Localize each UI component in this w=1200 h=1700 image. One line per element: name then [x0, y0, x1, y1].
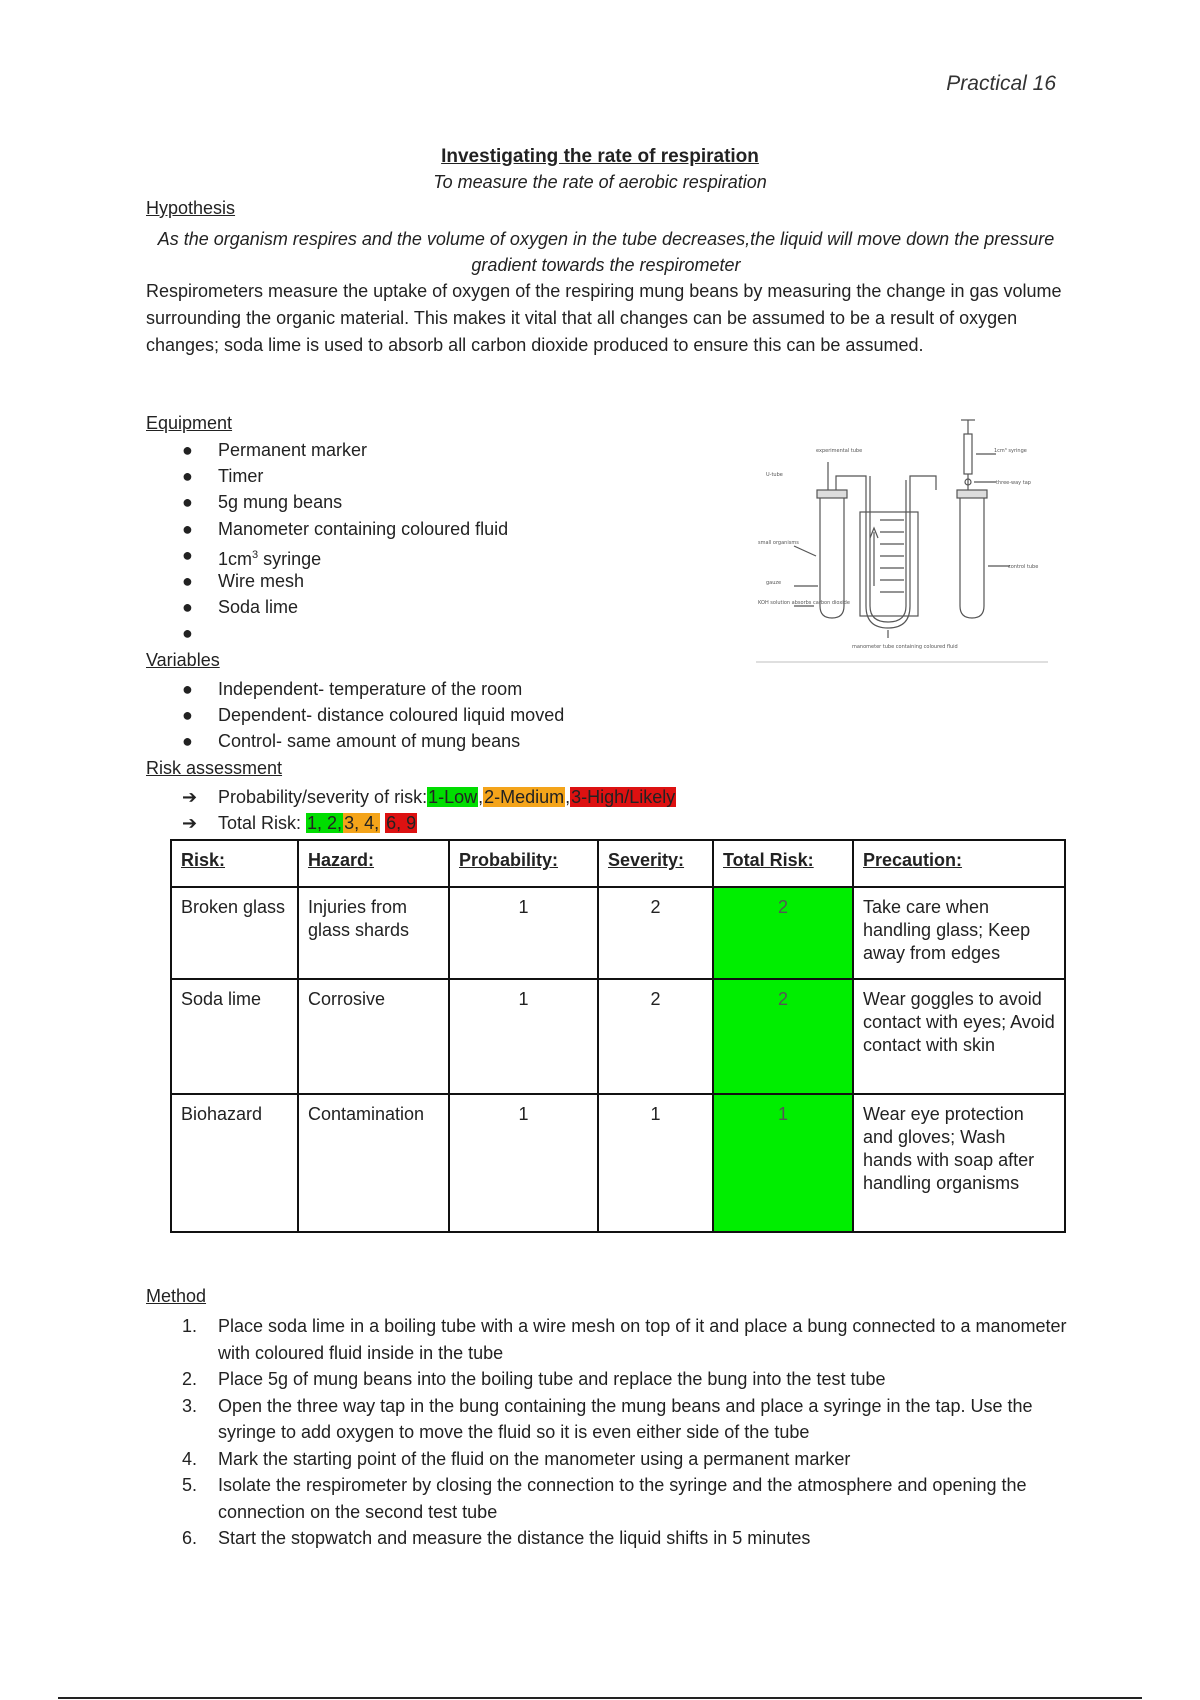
arrow-right-icon: ➔ — [182, 787, 198, 807]
table-row — [171, 1094, 1065, 1232]
hazard-cell: Injuries from glass shards — [298, 887, 449, 979]
precaution-cell: Wear eye protection and gloves; Wash hands with soap after handling organisms — [853, 1094, 1065, 1232]
list-item: 3. Open the three way tap in the bung containing the mung beans and place a syringe in the tap. Use the syringe to add oxygen to move the fluid so it is even either side of the tube — [182, 1395, 1033, 1442]
severity-cell: 2 — [598, 887, 713, 979]
total-risk-cell: 2 — [713, 887, 853, 979]
list-item: ➔ Total Risk: 1, 2, 3, 4, 6, 9 — [146, 810, 1046, 836]
bullet-icon: ● — [182, 544, 193, 565]
risk-high-key: 3-High/Likely — [571, 787, 676, 807]
risk-medium-key: 2-Medium — [484, 787, 565, 807]
risk-low-key: 1-Low — [428, 787, 478, 807]
list-item: ● Manometer containing coloured fluid — [146, 516, 706, 542]
list-item: ● Independent- temperature of the room — [146, 676, 946, 702]
table-row — [171, 887, 1065, 979]
practical-number: Practical 16 — [946, 72, 1056, 95]
footer-divider — [58, 1697, 1142, 1699]
variables-list — [146, 676, 946, 755]
diagram-label-small-organisms: small organisms — [758, 540, 799, 546]
hypothesis-statement: As the organism respires and the volume of oxygen in the tube decreases,the liquid will move down the pressure gradient towards the respirometer — [157, 229, 1055, 275]
bullet-icon: ● — [182, 623, 193, 644]
bullet-icon: ● — [182, 570, 193, 591]
list-item — [146, 620, 706, 646]
list-item: ● Timer — [146, 463, 706, 489]
list-item: 1. Place soda lime in a boiling tube with a wire mesh on top of it and place a bung connected to a manometer with coloured fluid inside in the tube — [182, 1316, 1067, 1363]
page-title: Investigating the rate of respiration — [441, 146, 759, 167]
probability-cell: 1 — [449, 887, 598, 979]
diagram-label-three-way-tap: three-way tap — [996, 480, 1031, 486]
column-header: Hazard: — [298, 840, 449, 887]
diagram-label-koh: KOH solution absorbs carbon dioxide — [758, 600, 850, 606]
respirometer-diagram — [756, 416, 1048, 666]
risk-cell: Biohazard — [171, 1094, 298, 1232]
diagram-label-manometer: manometer tube containing coloured fluid — [852, 644, 958, 650]
risk-table — [170, 839, 1066, 1233]
arrow-right-icon: ➔ — [182, 813, 198, 833]
list-item: ● Control- same amount of mung beans — [146, 728, 946, 754]
list-item: 5. Isolate the respirometer by closing the connection to the syringe and the atmosphere and opening the connection on the second test tube — [182, 1475, 1027, 1522]
diagram-label-capillary: U-tube — [766, 472, 783, 478]
risk-cell: Broken glass — [171, 887, 298, 979]
probability-cell: 1 — [449, 1094, 598, 1232]
column-header: Severity: — [598, 840, 713, 887]
column-header: Total Risk: — [713, 840, 853, 887]
list-item: ➔ Probability/severity of risk:1-Low,2-Medium,3-High/Likely — [146, 784, 1046, 810]
column-header: Risk: — [171, 840, 298, 887]
list-item: ● 5g mung beans — [146, 489, 706, 515]
list-item: ● Permanent marker — [146, 437, 706, 463]
bullet-icon: ● — [182, 705, 193, 726]
risk-key-list — [146, 784, 1046, 836]
bullet-icon: ● — [182, 731, 193, 752]
column-header: Probability: — [449, 840, 598, 887]
bullet-icon: ● — [182, 466, 193, 487]
hazard-cell: Corrosive — [298, 979, 449, 1094]
diagram-label-experimental-tube: experimental tube — [816, 448, 863, 454]
total-medium-key: 3, 4, — [344, 813, 380, 833]
precaution-cell: Take care when handling glass; Keep away from edges — [853, 887, 1065, 979]
list-item: ● Soda lime — [146, 594, 706, 620]
precaution-cell: Wear goggles to avoid contact with eyes; Avoid contact with skin — [853, 979, 1065, 1094]
bullet-icon: ● — [182, 679, 193, 699]
total-risk-cell: 1 — [713, 1094, 853, 1232]
list-item: ● $1cm^3$ syringe — [146, 542, 706, 568]
table-header-row — [171, 840, 1065, 887]
hypothesis-heading: Hypothesis — [146, 198, 236, 218]
probability-cell: 1 — [449, 979, 598, 1094]
bullet-icon: ● — [182, 440, 193, 460]
total-low-key: 1, 2, — [307, 813, 343, 833]
list-item: 4. Mark the starting point of the fluid on the manometer using a permanent marker — [182, 1448, 851, 1469]
risk-cell: Soda lime — [171, 979, 298, 1094]
column-header: Precaution: — [853, 840, 1065, 887]
hypothesis-explanation: Respirometers measure the uptake of oxygen of the respiring mung beans by measuring the change in gas volume surrounding the organic material. This makes it vital that all changes can be assumed to be a result of oxygen changes; soda lime is used to absorb all carbon dioxide produced to ensure this can be assumed. — [146, 281, 1062, 355]
hazard-cell: Contamination — [298, 1094, 449, 1232]
bullet-icon: ● — [182, 518, 193, 539]
equipment-heading: Equipment — [146, 413, 233, 433]
list-item: ● Dependent- distance coloured liquid moved — [146, 702, 946, 728]
bullet-icon: ● — [182, 597, 193, 618]
risk-assessment-heading: Risk assessment — [146, 758, 283, 778]
total-high-key: 6, 9 — [386, 813, 417, 833]
bullet-icon: ● — [182, 492, 193, 513]
diagram-label-gauze: gauze — [766, 580, 782, 586]
severity-cell: 2 — [598, 979, 713, 1094]
diagram-label-syringe: 1cm³ syringe — [994, 448, 1027, 454]
list-item: 2. Place 5g of mung beans into the boiling tube and replace the bung into the test tube — [182, 1369, 886, 1389]
severity-cell: 1 — [598, 1094, 713, 1232]
list-item: 6. Start the stopwatch and measure the distance the liquid shifts in 5 minutes — [182, 1528, 811, 1548]
method-list — [146, 1313, 1076, 1552]
list-item: ● Wire mesh — [146, 568, 706, 594]
table-row — [171, 979, 1065, 1094]
method-heading: Method — [146, 1286, 207, 1306]
equipment-list — [146, 437, 706, 647]
page-subtitle: To measure the rate of aerobic respiration — [433, 172, 767, 192]
total-risk-cell: 2 — [713, 979, 853, 1094]
variables-heading: Variables — [146, 650, 220, 670]
diagram-label-control: control tube — [1008, 564, 1039, 570]
